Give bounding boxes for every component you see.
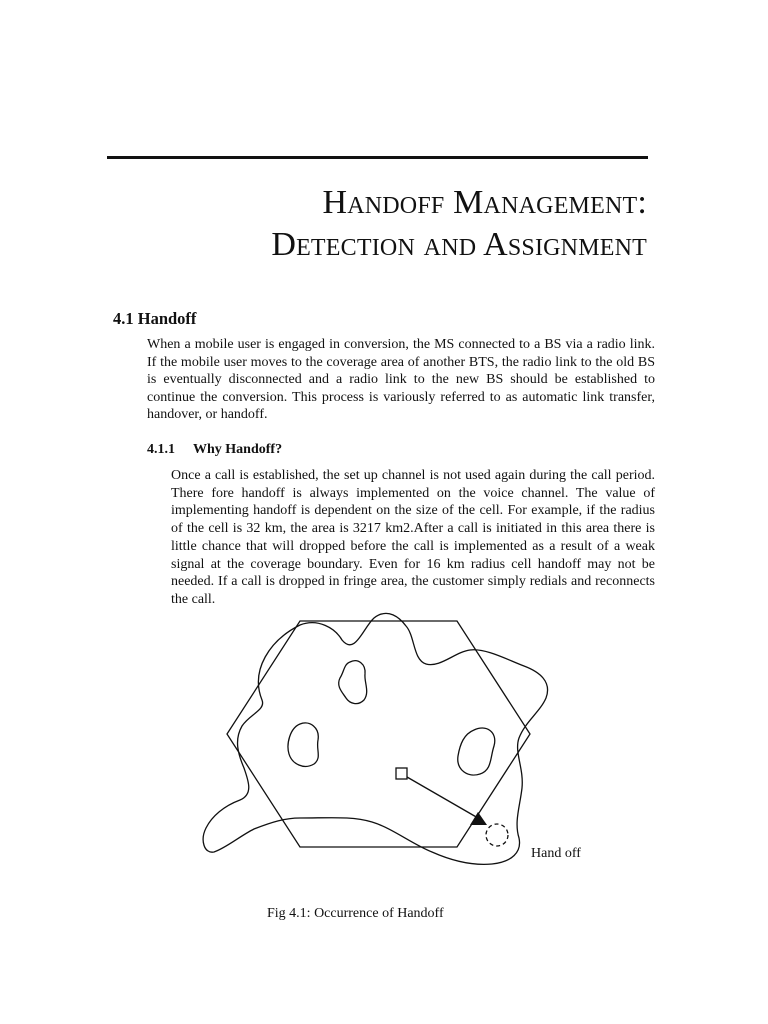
subsection-paragraph: Once a call is established, the set up channel is not used again during the call period. There fore handoff is always implemented on the voice channel. The value of implementing handoff is dependent on the size of the cell. For example, if the radius of the cell is 32 km, the area is 3217 km2.After a call is initiated in this area there is little chance that will dropped before the call is implemented as a result of a weak signal at the coverage boundary. Even for 16 km radius cell handoff may not be needed. If a call is dropped in fringe area, the customer simply redials and reconnects the call. — [171, 468, 655, 607]
subsection-title: Why Handoff? — [193, 442, 283, 457]
section-paragraph: When a mobile user is engaged in conversion, the MS connected to a BS via a radio link. If the mobile user moves to the coverage area of another BTS, the radio link to the old BS is eventually disconnected and a radio link to the new BS should be established to continue the conversion. This process is variously referred to as automatic link transfer, handover, or handoff. — [147, 337, 655, 423]
hexagon-cell — [227, 621, 530, 847]
subsection-heading — [147, 442, 282, 458]
mobile-path-line — [407, 777, 478, 818]
handoff-label: Hand off — [531, 846, 581, 861]
coverage-hole-top — [339, 661, 367, 704]
base-station-square — [396, 768, 407, 779]
handoff-dashed-circle — [486, 824, 508, 846]
mobile-station-triangle — [470, 812, 487, 825]
section-heading: 4.1 Handoff — [113, 309, 197, 328]
coverage-hole-right — [458, 728, 495, 775]
chapter-title-line-2: Detection and Assignment — [271, 226, 647, 263]
coverage-boundary — [203, 613, 547, 864]
subsection-number: 4.1.1 — [147, 442, 175, 457]
figure-caption: Fig 4.1: Occurrence of Handoff — [267, 906, 444, 921]
chapter-title-line-1: Handoff Management: — [322, 184, 647, 221]
chapter-title — [271, 182, 647, 266]
handoff-diagram — [190, 610, 580, 870]
coverage-hole-left — [288, 723, 318, 766]
chapter-rule — [107, 156, 648, 159]
